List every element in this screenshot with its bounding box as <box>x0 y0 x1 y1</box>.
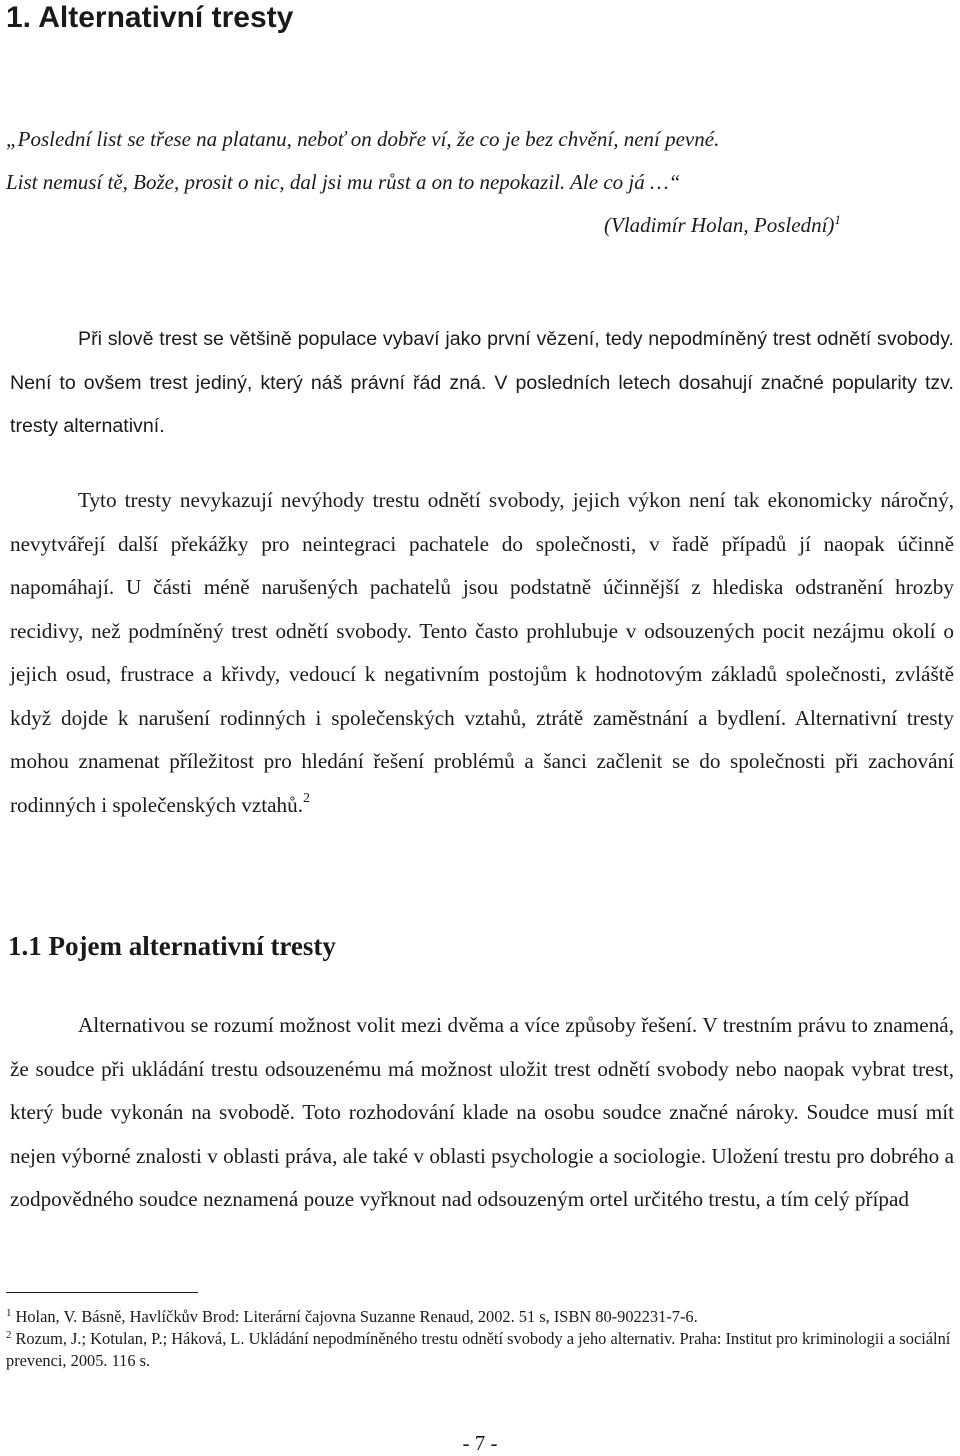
footnote-separator <box>6 1292 198 1293</box>
paragraph-1: Při slově trest se většině populace vybaví jako první vězení, tedy nepodmíněný trest odnětí svobody. Není to ovšem trest jediný, který náš právní řád zná. V posledních letech dosahují značné popularity tzv. tresty alternativní. <box>10 328 954 437</box>
section-heading: 1.1 Pojem alternativní tresty <box>8 931 336 961</box>
footnote-number: 2 <box>6 1329 12 1341</box>
epigraph-quote <box>6 118 946 247</box>
footnote-number: 1 <box>6 1307 12 1319</box>
footnote-ref-1: 1 <box>834 212 841 227</box>
footnote-ref-2: 2 <box>303 790 311 806</box>
footnote-2 <box>6 1328 956 1372</box>
quote-line-1: „Poslední list se třese na platanu, neboť on dobře ví, že co je bez chvění, není pevné. <box>6 127 720 151</box>
quote-attribution <box>6 204 946 247</box>
chapter-heading: 1. Alternativní tresty <box>6 1 294 34</box>
quote-line-2: List nemusí tě, Bože, prosit o nic, dal jsi mu růst a on to nepokazil. Ale co já …“ <box>6 170 681 194</box>
paragraph-3: Alternativou se rozumí možnost volit mezi dvěma a více způsoby řešení. V trestním právu to znamená, že soudce při ukládání trestu odsouzenému má možnost uložit trest odnětí svobody nebo naopak vybrat trest, který bude vykonán na svobodě. Toto rozhodování klade na osobu soudce značné nároky. Soudce musí mít nejen výborné znalosti v oblasti práva, ale také v oblasti psychologie a sociologie. Uložení trestu pro dobrého a zodpovědného soudce neznamená pouze vyřknout nad odsouzeným ortel určitého trestu, a tím celý případ <box>10 1013 954 1211</box>
footnote-text: Rozum, J.; Kotulan, P.; Háková, L. Ukládání nepodmíněného trestu odnětí svobody a jeho alternativ. Praha: Institut pro kriminologii a sociální prevenci, 2005. 116 s. <box>6 1329 951 1370</box>
paragraph-2 <box>10 479 954 827</box>
page-number: - 7 - <box>462 1431 498 1455</box>
footnote-1 <box>6 1306 956 1328</box>
footnote-text: Holan, V. Básně, Havlíčkův Brod: Literární čajovna Suzanne Renaud, 2002. 51 s, ISBN 80-902231-7-6. <box>15 1307 698 1326</box>
footnotes <box>6 1306 956 1372</box>
paragraph-2-text: Tyto tresty nevykazují nevýhody trestu odnětí svobody, jejich výkon není tak ekonomicky náročný, nevytvářejí další překážky pro neintegraci pachatele do společnosti, v řadě případů jí naopak účinně napomáhají. U části méně narušených pachatelů jsou podstatně účinnější z hlediska odstranění hrozby recidivy, než podmíněný trest odnětí svobody. Tento často prohlubuje v odsouzených pocit nezájmu okolí o jejich osud, frustrace a křivdy, vedoucí k negativním postojům k hodnotovým základů společnosti, zvláště když dojde k narušení rodinných i společenských vztahů, ztrátě zaměstnání a bydlení. Alternativní tresty mohou znamenat příležitost pro hledání řešení problémů a šanci začlenit se do společnosti při zachování rodinných i společenských vztahů. <box>10 488 954 817</box>
quote-attribution-text: (Vladimír Holan, Poslední) <box>604 213 835 237</box>
